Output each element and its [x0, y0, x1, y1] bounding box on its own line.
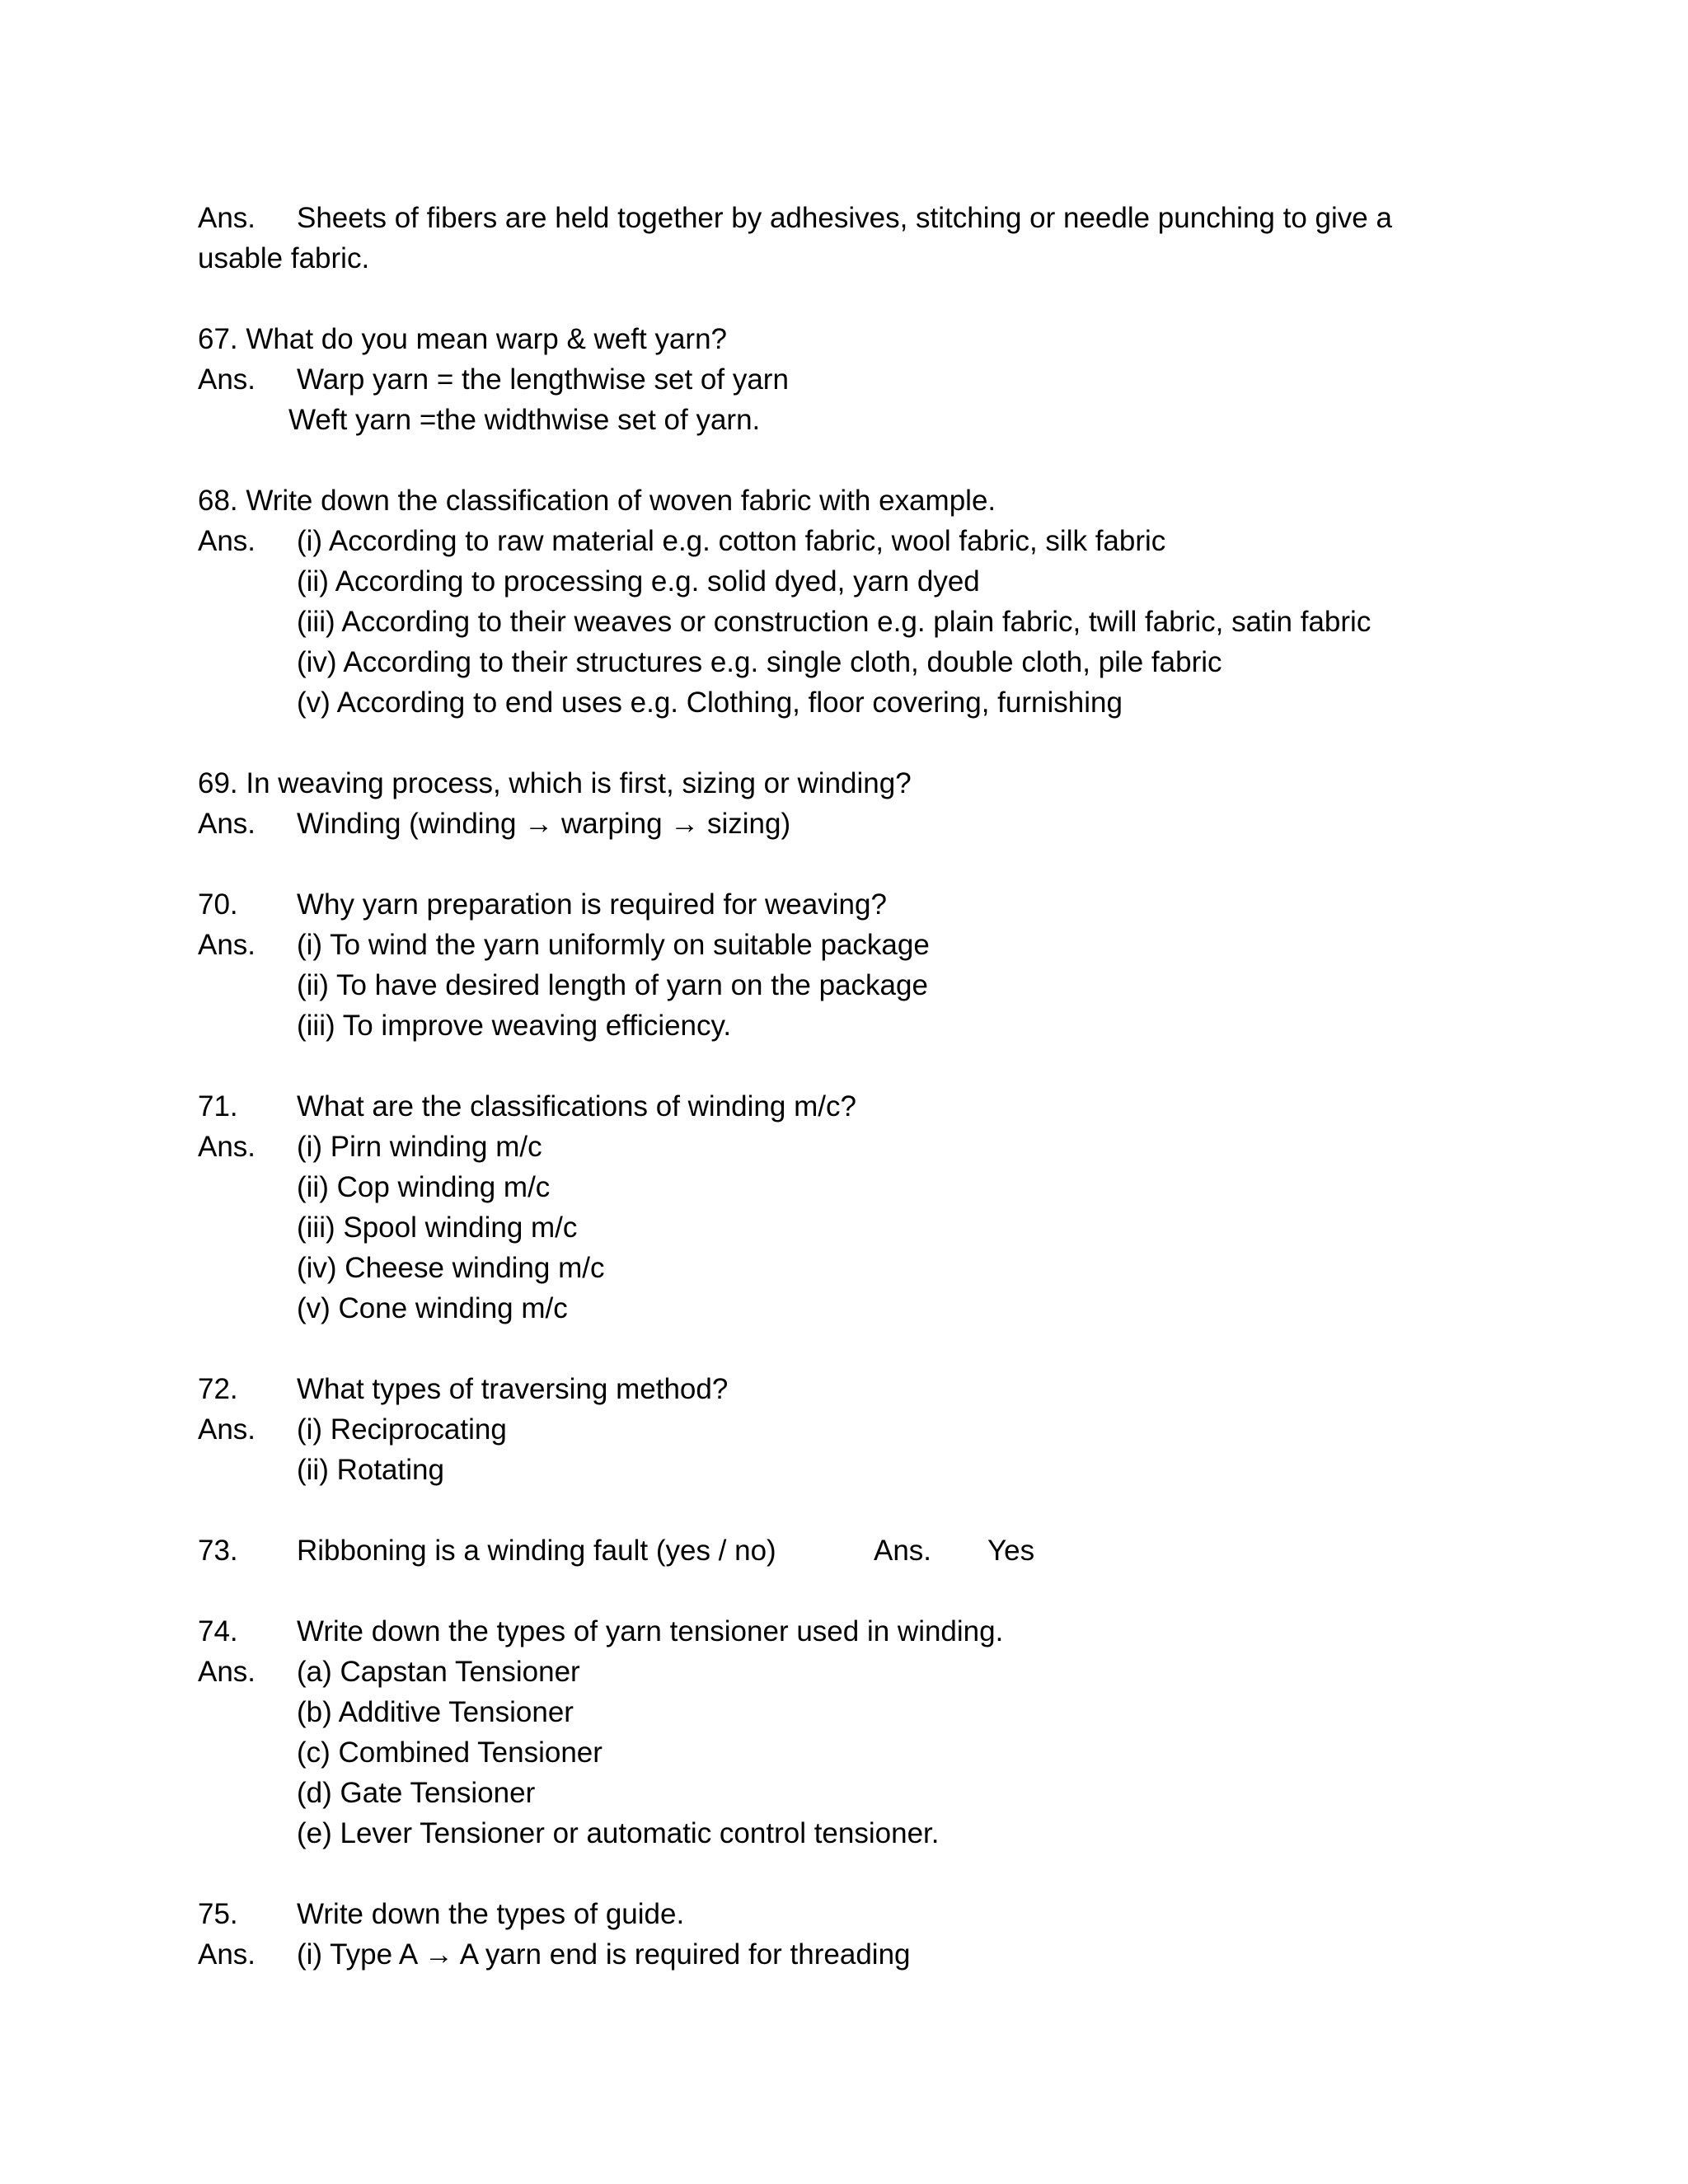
spacer: [198, 1854, 1484, 1894]
q67-question: [198, 319, 1484, 359]
q66-ans-label: Ans.: [198, 202, 256, 234]
spacer: [198, 1046, 1484, 1086]
q75-question: [198, 1894, 1484, 1934]
q74-answer-line: [198, 1652, 1484, 1692]
q74-question: [198, 1611, 1484, 1652]
q70-answer-line: [198, 965, 1484, 1005]
q70-question-text: Why yarn preparation is required for weaving?: [297, 888, 887, 921]
q68-ans-label: Ans.: [198, 525, 256, 557]
q74-answer-item: (d) Gate Tensioner: [297, 1777, 536, 1809]
q73-answer-text: Yes: [987, 1535, 1035, 1567]
q70-answer-line: [198, 925, 1484, 965]
q74-number: 74.: [198, 1615, 238, 1647]
q72-answer-line: [198, 1409, 1484, 1450]
q72-number: 72.: [198, 1373, 238, 1405]
q74-answer-item: (c) Combined Tensioner: [297, 1736, 603, 1769]
q73-question-text: Ribboning is a winding fault (yes / no): [297, 1535, 776, 1567]
q68-answer-item: (iv) According to their structures e.g. single cloth, double cloth, pile fabric: [297, 646, 1222, 678]
q75-number: 75.: [198, 1898, 238, 1930]
q71-answer-line: [198, 1127, 1484, 1167]
q68-answer-item: (ii) According to processing e.g. solid dyed, yarn dyed: [297, 565, 980, 598]
q71-answer-item: (i) Pirn winding m/c: [297, 1131, 542, 1163]
q66-answer-line: [198, 198, 1484, 238]
q71-answer-line: [198, 1167, 1484, 1207]
q66-answer-line-2: [198, 238, 1484, 279]
q74-answer-line: [198, 1773, 1484, 1813]
q67-answer-item: Weft yarn =the widthwise set of yarn.: [288, 404, 761, 436]
q69-answer-line: [198, 804, 1484, 844]
q73-number: 73.: [198, 1535, 238, 1567]
q73-ans-label: Ans.: [874, 1535, 932, 1567]
q70-number: 70.: [198, 888, 238, 921]
q74-question-text: Write down the types of yarn tensioner used in winding.: [297, 1615, 1004, 1647]
q70-answer-line: [198, 1005, 1484, 1046]
spacer: [198, 1490, 1484, 1530]
spacer: [198, 1571, 1484, 1611]
q72-question-text: What types of traversing method?: [297, 1373, 729, 1405]
q72-ans-label: Ans.: [198, 1413, 256, 1446]
q68-answer-line: [198, 561, 1484, 602]
q68-answer-line: [198, 682, 1484, 723]
page-content: [198, 198, 1484, 1975]
q70-question: [198, 884, 1484, 925]
q68-answer-line: [198, 642, 1484, 682]
q68-answer-item: (iii) According to their weaves or construction e.g. plain fabric, twill fabric, satin fabric: [297, 606, 1372, 638]
q68-answer-line: [198, 521, 1484, 561]
q69-ans-label: Ans.: [198, 808, 256, 840]
q71-number: 71.: [198, 1090, 238, 1122]
spacer: [198, 440, 1484, 480]
q71-answer-item: (iii) Spool winding m/c: [297, 1212, 578, 1244]
q74-answer-item: (e) Lever Tensioner or automatic control tensioner.: [297, 1817, 940, 1849]
q74-answer-line: [198, 1732, 1484, 1773]
q70-answer-item: (i) To wind the yarn uniformly on suitable package: [297, 929, 930, 961]
q68-answer-item: (i) According to raw material e.g. cotton fabric, wool fabric, silk fabric: [297, 525, 1166, 557]
q71-question-text: What are the classifications of winding m/c?: [297, 1090, 856, 1122]
q72-answer-item: (ii) Rotating: [297, 1454, 444, 1486]
spacer: [198, 723, 1484, 763]
q67-ans-label: Ans.: [198, 363, 256, 396]
q67-answer-line: [198, 359, 1484, 400]
q74-ans-label: Ans.: [198, 1656, 256, 1688]
q71-answer-item: (iv) Cheese winding m/c: [297, 1252, 605, 1284]
q68-question: [198, 480, 1484, 521]
q71-question: [198, 1086, 1484, 1127]
q69-question-text: 69. In weaving process, which is first, sizing or winding?: [198, 767, 912, 799]
q69-question: [198, 763, 1484, 804]
q67-question-text: 67. What do you mean warp & weft yarn?: [198, 323, 727, 355]
q74-answer-item: (b) Additive Tensioner: [297, 1696, 574, 1728]
q70-ans-label: Ans.: [198, 929, 256, 961]
q68-answer-item: (v) According to end uses e.g. Clothing, floor covering, furnishing: [297, 687, 1123, 719]
q72-question: [198, 1369, 1484, 1409]
q68-answer-line: [198, 602, 1484, 642]
q66-answer-text-2: usable fabric.: [198, 242, 370, 274]
q70-answer-item: (ii) To have desired length of yarn on the package: [297, 969, 928, 1001]
q72-answer-line: [198, 1450, 1484, 1490]
spacer: [198, 1329, 1484, 1369]
q66-answer-text: Sheets of fibers are held together by adhesives, stitching or needle punching to give a: [297, 202, 1392, 234]
q71-answer-line: [198, 1288, 1484, 1329]
spacer: [198, 279, 1484, 319]
q71-answer-item: (ii) Cop winding m/c: [297, 1171, 551, 1203]
q67-answer-item: Warp yarn = the lengthwise set of yarn: [297, 363, 789, 396]
spacer: [198, 844, 1484, 884]
q75-question-text: Write down the types of guide.: [297, 1898, 685, 1930]
q71-answer-item: (v) Cone winding m/c: [297, 1292, 568, 1324]
q74-answer-item: (a) Capstan Tensioner: [297, 1656, 580, 1688]
q75-ans-label: Ans.: [198, 1938, 256, 1971]
q71-answer-line: [198, 1207, 1484, 1248]
q75-answer-item: (i) Type A → A yarn end is required for threading: [297, 1938, 911, 1971]
q68-question-text: 68. Write down the classification of woven fabric with example.: [198, 485, 996, 517]
q69-answer-text: Winding (winding → warping → sizing): [297, 808, 791, 840]
q72-answer-item: (i) Reciprocating: [297, 1413, 507, 1446]
q71-ans-label: Ans.: [198, 1131, 256, 1163]
q74-answer-line: [198, 1813, 1484, 1854]
q75-answer-line: [198, 1934, 1484, 1975]
q74-answer-line: [198, 1692, 1484, 1732]
q67-answer-line: [198, 400, 1484, 440]
q71-answer-line: [198, 1248, 1484, 1288]
q73-question: [198, 1530, 1484, 1571]
q70-answer-item: (iii) To improve weaving efficiency.: [297, 1010, 732, 1042]
